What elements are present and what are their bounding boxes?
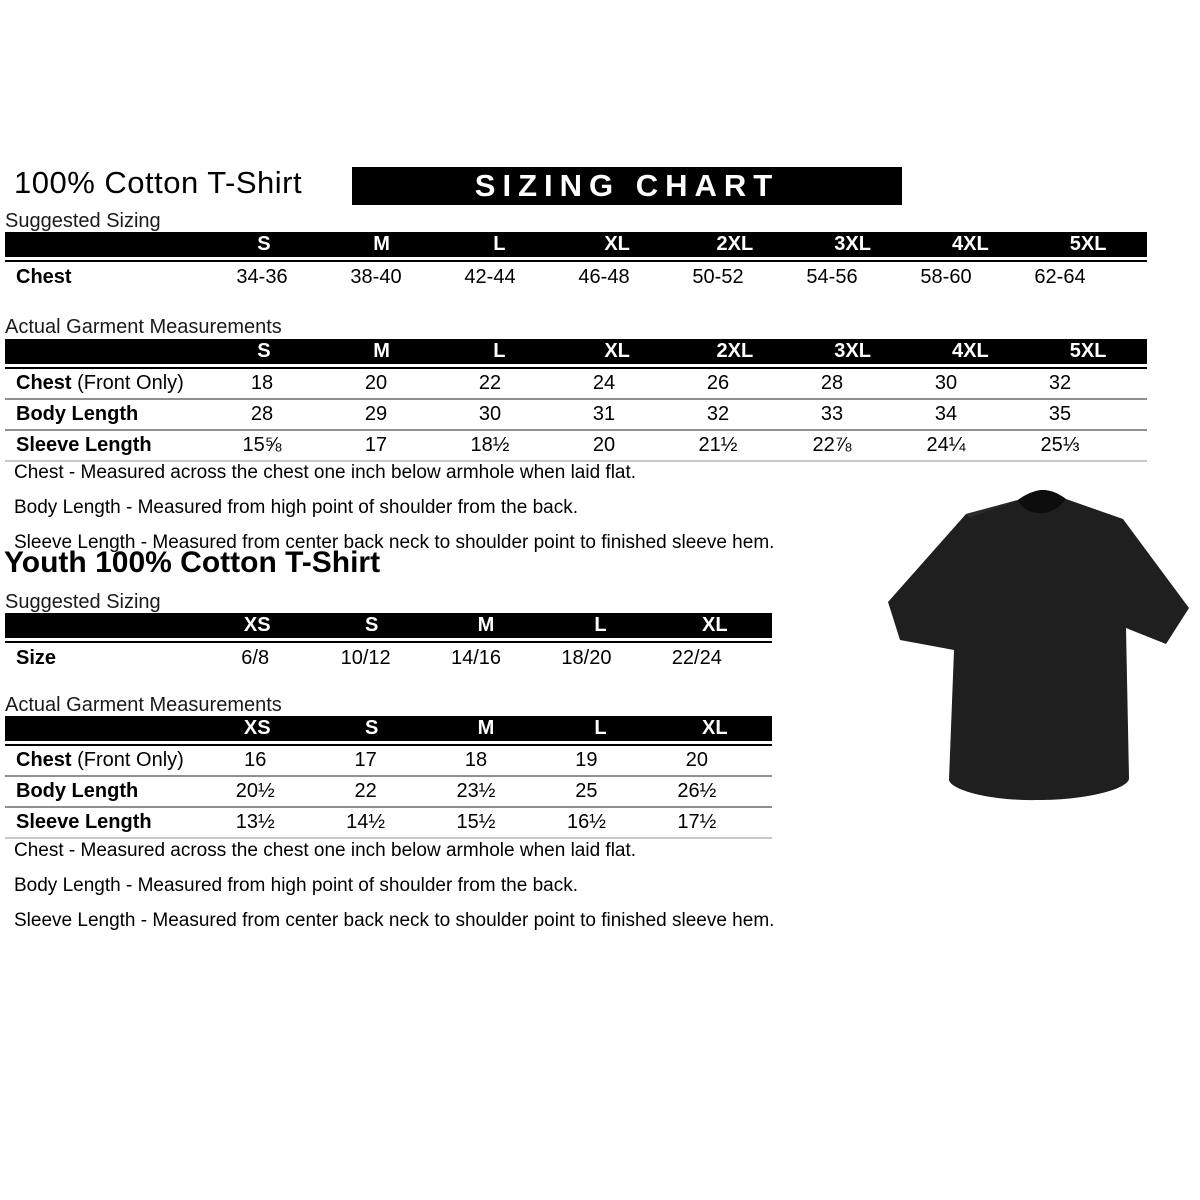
measurement-cell: 32: [1048, 372, 1072, 394]
table-body: [5, 746, 772, 839]
measurement-cell: 16½: [566, 811, 606, 833]
chest-range-cell: 46-48: [578, 265, 630, 288]
youth-garment-measurements-label: Actual Garment Measurements: [5, 694, 282, 716]
chest-note: Chest - Measured across the chest one inch below armhole when laid flat.: [14, 840, 637, 861]
row-label: Size: [16, 646, 57, 669]
size-column-header: XL: [604, 340, 630, 362]
measurement-cell: 19: [575, 749, 598, 771]
size-column-header: L: [594, 717, 607, 739]
size-column-header: 3XL: [834, 233, 871, 255]
chest-measurement-row: [5, 369, 1147, 398]
measurement-cell: 31: [592, 403, 616, 425]
table-body: [5, 369, 1147, 462]
measurement-cell: 28: [820, 372, 844, 394]
measurement-cell: 17½: [677, 811, 717, 833]
measurement-cell: 24: [592, 372, 616, 394]
size-column-header: M: [373, 233, 390, 255]
size-column-header: 5XL: [1069, 233, 1107, 255]
size-column-header: 2XL: [716, 340, 754, 362]
youth-size-cell: 22/24: [671, 646, 722, 669]
measurement-cell: 20: [685, 749, 708, 771]
sleeve-length-note: Sleeve Length - Measured from center back neck to shoulder point to finished sleeve hem.: [14, 910, 775, 931]
size-column-header: XL: [702, 717, 728, 739]
row-label: Chest: [16, 265, 72, 288]
adult-suggested-sizing-table: [5, 232, 1177, 292]
chest-range-cell: 54-56: [806, 265, 858, 288]
youth-suggested-sizing-label: Suggested Sizing: [5, 591, 161, 613]
size-column-header: S: [257, 233, 271, 255]
youth-size-cell: 18/20: [561, 646, 612, 669]
measurement-cell: 30: [478, 403, 502, 425]
chest-range-cell: 34-36: [236, 265, 288, 288]
measurement-cell: 30: [934, 372, 958, 394]
size-column-header: L: [493, 340, 506, 362]
size-column-header: XL: [702, 614, 728, 636]
youth-size-cell: 14/16: [450, 646, 502, 669]
adult-garment-measurements-label: Actual Garment Measurements: [5, 316, 282, 338]
measurement-cell: 23½: [456, 780, 496, 802]
tshirt-body-shape: [888, 490, 1189, 800]
chest-range-cell: 62-64: [1034, 265, 1086, 288]
measurement-cell: 20: [364, 372, 388, 394]
size-column-header: 4XL: [952, 233, 989, 255]
youth-size-cell: 10/12: [340, 646, 391, 669]
body-length-note: Body Length - Measured from high point of shoulder from the back.: [14, 875, 578, 896]
body-length-note: Body Length - Measured from high point of shoulder from the back.: [14, 497, 578, 518]
chest-range-cell: 38-40: [350, 265, 402, 288]
body-length-row: [5, 775, 772, 806]
size-column-header: 3XL: [834, 340, 871, 362]
row-label: Sleeve Length: [16, 811, 152, 833]
measurement-cell: 22: [478, 372, 502, 394]
sleeve-length-row: [5, 806, 772, 837]
measurement-cell: 13½: [235, 811, 275, 833]
row-label: Chest (Front Only): [16, 372, 184, 394]
tshirt-photo: [878, 482, 1200, 812]
row-label: Chest (Front Only): [16, 749, 184, 771]
measurement-cell: 15½: [456, 811, 496, 833]
adult-suggested-sizing-label: Suggested Sizing: [5, 210, 161, 232]
size-column-header: M: [373, 340, 390, 362]
measurement-cell: 34: [934, 403, 958, 425]
measurement-cell: 18: [250, 372, 274, 394]
sizing-chart-banner-text: SIZING CHART: [474, 168, 780, 203]
body-length-row: [5, 398, 1147, 429]
youth-size-row: [5, 643, 772, 673]
measurement-cell: 25⅓: [1040, 434, 1080, 456]
measurement-cell: 32: [706, 403, 730, 425]
size-column-header: L: [493, 233, 506, 255]
size-column-header: M: [477, 717, 495, 739]
youth-measurement-notes: [14, 840, 774, 945]
measurement-cell: 35: [1048, 403, 1072, 425]
size-column-header: L: [594, 614, 607, 636]
chest-range-cell: 58-60: [920, 265, 972, 288]
chest-note: Chest - Measured across the chest one inch below armhole when laid flat.: [14, 462, 637, 483]
table-body: [5, 262, 1147, 292]
measurement-cell: 24¼: [926, 434, 966, 456]
size-column-header: S: [364, 717, 379, 739]
sleeve-length-row: [5, 429, 1147, 460]
size-column-header: XS: [243, 717, 271, 739]
youth-garment-measurements-table: [5, 716, 792, 839]
chest-range-row: [5, 262, 1147, 292]
size-column-header: XS: [243, 614, 271, 636]
size-header-row: [5, 232, 1147, 257]
row-label: Body Length: [16, 780, 139, 802]
measurement-cell: 22: [354, 780, 377, 802]
size-column-header: S: [257, 340, 271, 362]
chest-range-cell: 42-44: [464, 265, 516, 288]
measurement-cell: 28: [250, 403, 274, 425]
measurement-cell: 26: [706, 372, 730, 394]
sizing-chart-banner: [352, 167, 902, 205]
chest-range-cell: 50-52: [692, 265, 744, 288]
size-column-header: M: [477, 614, 495, 636]
chest-measurement-row: [5, 746, 772, 775]
size-header-row: [5, 339, 1147, 364]
measurement-cell: 18½: [470, 434, 510, 456]
measurement-cell: 29: [364, 403, 388, 425]
size-header-row: [5, 716, 772, 741]
table-body: [5, 643, 772, 673]
size-column-header: S: [364, 614, 379, 636]
youth-suggested-sizing-table: [5, 613, 792, 673]
measurement-cell: 26½: [677, 780, 717, 802]
size-column-header: 2XL: [716, 233, 754, 255]
measurement-cell: 17: [364, 434, 388, 456]
measurement-cell: 14½: [346, 811, 386, 833]
measurement-cell: 20: [592, 434, 616, 456]
measurement-cell: 21½: [698, 434, 738, 456]
measurement-cell: 25: [575, 780, 598, 802]
row-label: Sleeve Length: [16, 434, 152, 456]
row-label: Body Length: [16, 403, 139, 425]
measurement-cell: 16: [244, 749, 267, 771]
measurement-cell: 33: [820, 403, 844, 425]
youth-section-title: Youth 100% Cotton T-Shirt: [4, 546, 381, 579]
measurement-cell: 17: [354, 749, 377, 771]
size-column-header: XL: [604, 233, 630, 255]
adult-garment-measurements-table: [5, 339, 1177, 462]
size-header-row: [5, 613, 772, 638]
page-title: 100% Cotton T-Shirt: [14, 165, 303, 200]
sleeve-length-note: Sleeve Length - Measured from center back neck to shoulder point to finished sleeve hem.: [14, 532, 775, 553]
measurement-cell: 15⅝: [242, 434, 282, 456]
size-column-header: 4XL: [952, 340, 989, 362]
measurement-cell: 22⅞: [812, 434, 852, 456]
measurement-cell: 18: [464, 749, 488, 771]
size-column-header: 5XL: [1069, 340, 1107, 362]
youth-size-cell: 6/8: [241, 646, 270, 669]
measurement-cell: 20½: [235, 780, 275, 802]
